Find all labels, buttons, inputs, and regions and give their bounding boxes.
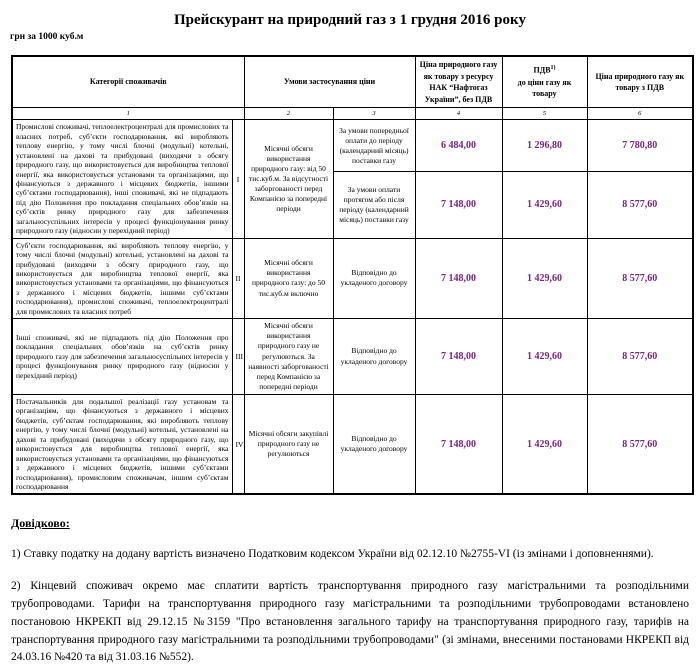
price-with-vat-4: 8 577,60: [587, 395, 693, 495]
table-row-1a: [12, 120, 693, 172]
price-no-vat-1a: 6 484,00: [415, 120, 502, 172]
col-number-6: 6: [587, 108, 693, 120]
price-no-vat-3: 7 148,00: [415, 319, 502, 395]
header-price-with-vat: Ціна природного газу як товару з ПДВ: [587, 56, 693, 108]
condition-cell-1a: За умови попередньої оплати до періоду (календарний місяць) поставки газу: [333, 120, 415, 172]
price-table: [11, 55, 694, 495]
condition-cell-2: Відповідно до укладеного договору: [333, 238, 415, 319]
footnote-2: 2) Кінцевий споживач окремо має сплатити вартість транспортування природного газу магістральними та розподільними трубопроводами. Тарифи на транспортування природного газу магістральними та розподільними трубопроводами встановлено постановою НКРЕКП від 29.12.15 №3159 "Про встановлення загального тарифу на транспортування природного газу, тарифів на транспортування природного газу магістральними та розподільними трубопроводами" (зі змінами, внесеними постановами НКРЕКП від 24.03.16 №420 та від 31.03.16 №552).: [11, 580, 689, 664]
price-with-vat-3: 8 577,60: [587, 319, 693, 395]
header-vat-label: ПДВ: [533, 66, 551, 76]
col-number-3: 3: [333, 108, 415, 120]
volumes-cell-3: Місячні обсяги використання природного газу не регулюються. За наявності заборгованості перед Компанією за попередні періоди: [244, 319, 333, 395]
condition-cell-3: Відповідно до укладеного договору: [333, 319, 415, 395]
category-cell-4: Постачальників для подальшої реалізації газу установам та організаціям, що фінансуються з державного і місцевих бюджетів, суб’єктам господарювання, які виробляють теплову енергію, у тому числі блочні (модульні) котельні, установлені на дахові та прибудовані (виходячи з обсягу природного газу, що використовується для виробництва теплової енергії, яка використовується установами та організаціями, що фінансуються з державного і місцевих бюджетів, іншими суб’єктами господарювання), промисловим споживачам, іншим суб’єктам господарювання: [12, 395, 232, 495]
col-number-1: 1: [12, 108, 244, 120]
price-with-vat-1b: 8 577,60: [587, 172, 693, 238]
reference-heading: Довідково:: [11, 516, 70, 531]
footnote-1: 1) Ставку податку на додану вартість визначено Податковим кодексом України від 02.12.10 №2755-VI (із змінами і доповненнями).: [11, 548, 654, 561]
roman-numeral-3: III: [232, 319, 244, 395]
price-with-vat-2: 8 577,60: [587, 238, 693, 319]
col-number-4: 4: [415, 108, 502, 120]
footnote-ref: 1): [550, 65, 556, 72]
price-no-vat-1b: 7 148,00: [415, 172, 502, 238]
table-row-3: [12, 319, 693, 395]
roman-numeral-2: II: [232, 238, 244, 319]
category-cell-3: Інші споживачі, які не підпадають під дію Положення про покладання спеціальних обов’язків на суб’єктів ринку природного газу для забезпечення загальносуспільних інтересів у процесі функціонування ринку природного газу (відносин у перехідний період): [12, 319, 232, 395]
vat-4: 1 429,60: [502, 395, 587, 495]
price-no-vat-2: 7 148,00: [415, 238, 502, 319]
category-cell-1: Промислові споживачі, теплоелектроцентралі для промислових та власних потреб, суб’єкти господарювання, які виробляють теплову енергію, у тому числі блочні (модульні) котельні, установлені на дахові та прибудовані (виходячи з обсягу природного газу, що використовується для виробництва теплової енергії, яка використовується установами та організаціями, що фінансуються з державного і місцевих бюджетів, іншими суб’єктами господарювання), інші споживачі, які не підпадають під дію Положення про покладання спеціальних обов’язків на суб’єктів ринку природного газу для забезпечення загальносуспільних інтересів у процесі функціонування ринку природного газу (відносин у перехідний період): [12, 120, 232, 238]
volumes-cell-4: Місячні обсяги закупівлі природного газу не регулюються: [244, 395, 333, 495]
table-row-4: [12, 395, 693, 495]
page-title: Прейскурант на природний газ з 1 грудня 2016 року: [174, 12, 526, 28]
vat-1b: 1 429,60: [502, 172, 587, 238]
col-number-2: 2: [244, 108, 333, 120]
volumes-cell-1: Місячні обсяги використання природного газу: від 50 тис.куб.м. За відсутності заборгованості перед Компанією за попередні періоди: [244, 120, 333, 238]
reference-notes: [11, 516, 689, 667]
volumes-cell-2: Місячні обсяги використання природного газу: до 50 тис.куб.м включно: [244, 238, 333, 319]
header-conditions: Умови застосування ціни: [244, 56, 415, 108]
column-number-row: [12, 108, 693, 120]
table-header-row: [12, 56, 693, 108]
condition-cell-4: Відповідно до укладеного договору: [333, 395, 415, 495]
col-number-5: 5: [502, 108, 587, 120]
table-row-2: [12, 238, 693, 319]
category-cell-2: Суб’єкти господарювання, які виробляють теплову енергію, у тому числі блочні (модульні) котельні, установлені на дахові та прибудовані (виходячи з обсягу природного газу, що використовується для виробництва теплової енергії, яка використовується установами та організаціями, що фінансуються з державного і місцевих бюджетів, іншими суб’єктами господарювання), промислові споживачі, теплоелектроцентралі для промислових та власних потреб: [12, 238, 232, 319]
header-categories: Категорії споживачів: [12, 56, 244, 108]
price-with-vat-1a: 7 780,80: [587, 120, 693, 172]
header-vat: [502, 56, 587, 108]
vat-2: 1 429,60: [502, 238, 587, 319]
condition-cell-1b: За умови оплати протягом або після періоду (календарний місяць) поставки газу: [333, 172, 415, 238]
vat-1a: 1 296,80: [502, 120, 587, 172]
roman-numeral-1: I: [232, 120, 244, 238]
unit-note: грн за 1000 куб.м: [10, 32, 84, 42]
header-vat-sub: до ціни газу як товару: [517, 77, 572, 99]
vat-3: 1 429,60: [502, 319, 587, 395]
price-no-vat-4: 7 148,00: [415, 395, 502, 495]
header-price-no-vat: Ціна природного газу як товару з ресурсу НАК “Нафтогаз України”, без ПДВ: [415, 56, 502, 108]
roman-numeral-4: IV: [232, 395, 244, 495]
